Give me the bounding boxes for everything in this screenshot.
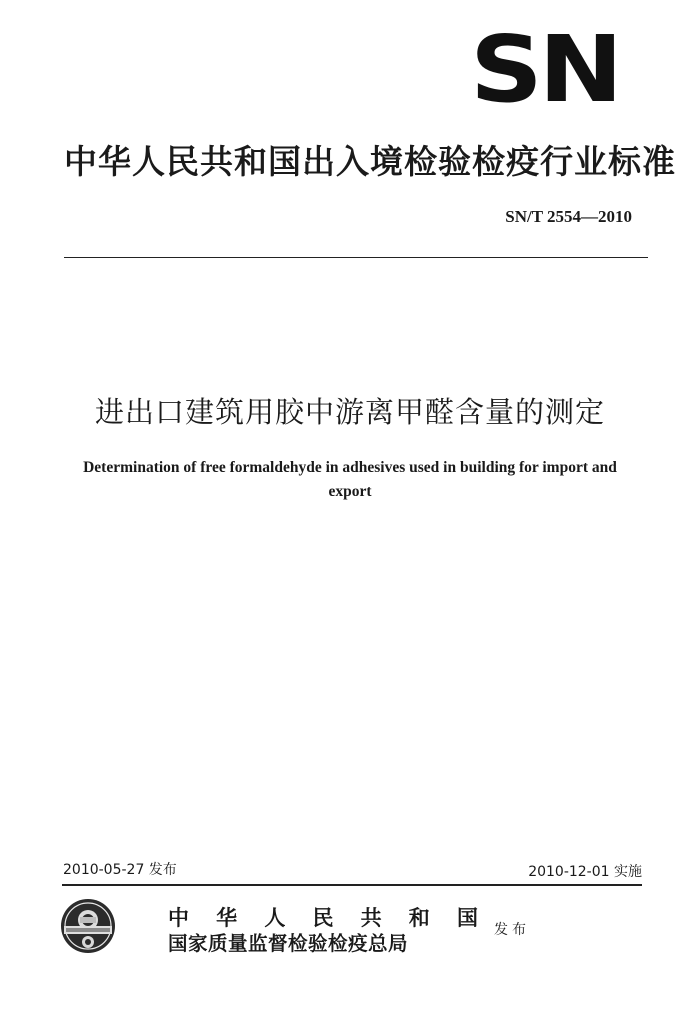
issue-date: 2010-05-27 发布 — [63, 862, 177, 878]
issuer-char: 华 — [216, 905, 238, 930]
issuer-char: 中 — [168, 905, 189, 930]
issuer-agency: 国家质量监督检验检疫总局 — [168, 932, 409, 955]
issuer-char: 和 — [408, 905, 430, 930]
standard-number: SN/T 2554—2010 — [505, 207, 632, 226]
issuer-country — [168, 905, 478, 931]
bottom-divider — [62, 884, 642, 886]
implementation-date: 2010-12-01 实施 — [528, 864, 642, 880]
document-title-cn: 进出口建筑用胶中游离甲醛含量的测定 — [94, 395, 605, 429]
header-title: 中华人民共和国出入境检验检疫行业标准 — [64, 142, 676, 181]
issuer-char: 国 — [456, 905, 478, 930]
issuer-char: 人 — [264, 905, 286, 930]
top-divider — [64, 257, 648, 258]
issuer-char: 民 — [312, 905, 334, 930]
sn-logo: SN — [470, 16, 619, 123]
document-title-en: Determination of free formaldehyde in adhesives used in building for import and export — [83, 459, 617, 500]
publish-label: 发布 — [494, 922, 530, 938]
issuer-char: 共 — [360, 905, 382, 930]
seal-icon — [60, 898, 116, 954]
